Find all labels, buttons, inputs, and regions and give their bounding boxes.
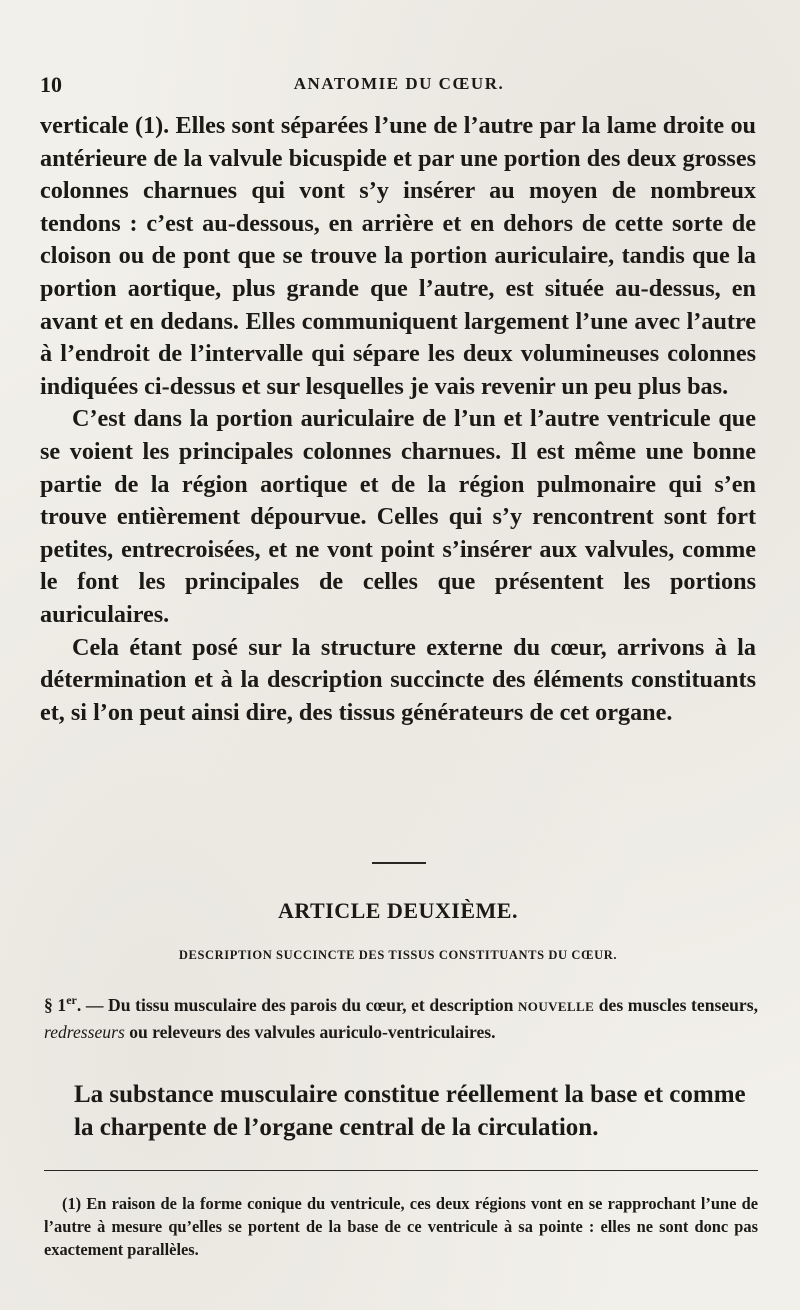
section-text-part2: des muscles tenseurs, xyxy=(594,995,758,1015)
page-header xyxy=(40,72,758,102)
opening-paragraph: La substance musculaire constitue réellement la base et comme la charpente de l’organe central de la circulation. xyxy=(74,1081,746,1141)
section-marker-superscript: er xyxy=(66,993,77,1007)
section-marker: § 1 xyxy=(44,995,67,1015)
paragraph-transition: Cela étant posé sur la structure externe du cœur, arrivons à la détermination et à la description succincte des éléments constituants et, si l’on peut ainsi dire, des tissus générateurs de cet organe. xyxy=(40,633,756,726)
footnote-text: En raison de la forme conique du ventricule, ces deux régions vont en se rapprochant l’une de l’autre à mesure qu’elles se portent de la base de ce ventricule à sa pointe : elles ne sont donc pas exactement parallèles. xyxy=(44,1194,758,1259)
main-text xyxy=(40,110,756,729)
section-italic-word: redresseurs xyxy=(44,1021,125,1042)
footnote-marker: (1) xyxy=(62,1194,82,1213)
paragraph-colonnes: C’est dans la portion auriculaire de l’un et l’autre ventricule que se voient les principales colonnes charnues. Il est même une bonne partie de la région aortique et de la région pulmonaire qui s’en trouve entièrement dépourvue. Celles qui s’y rencontrent sont fort petites, entrecroisées, et ne vont point s’insérer aux valvules, comme le font les principales de celles que présentent les portions auriculaires. xyxy=(40,405,756,628)
paragraph-continuation: verticale (1). Elles sont séparées l’une de l’autre par la lame droite ou antérieure de la valvule bicuspide et par une portion des deux grosses colonnes charnues qui vont s’y insérer au moyen de nombreux tendons : c’est au-dessous, en arrière et en dehors de cette sorte de cloison ou de pont que se trouve la portion auriculaire, tandis que la portion aortique, plus grande que l’autre, est située au-dessus, en avant et en dedans. Elles communiquent largement l’une avec l’autre à l’endroit de l’intervalle qui sépare les deux volumineuses colonnes indiquées ci-dessus et sur lesquelles je vais revenir un peu plus bas. xyxy=(40,112,756,400)
section-heading xyxy=(44,988,758,1044)
page-number: 10 xyxy=(40,72,62,97)
section-divider xyxy=(372,862,426,864)
running-title: ANATOMIE DU CŒUR. xyxy=(293,74,505,93)
section-text-part3: ou releveurs des valvules auriculo-ventriculaires. xyxy=(124,1021,496,1042)
section-text-part1: . — Du tissu musculaire des parois du cœur, et description xyxy=(76,995,519,1015)
article-title: ARTICLE DEUXIÈME. xyxy=(278,898,518,923)
section-small-caps-word: NOUVELLE xyxy=(518,999,595,1014)
article-subtitle: DESCRIPTION SUCCINCTE DES TISSUS CONSTITUANTS DU CŒUR. xyxy=(178,948,618,962)
footnote-rule xyxy=(44,1170,758,1171)
footnote xyxy=(44,1192,758,1261)
